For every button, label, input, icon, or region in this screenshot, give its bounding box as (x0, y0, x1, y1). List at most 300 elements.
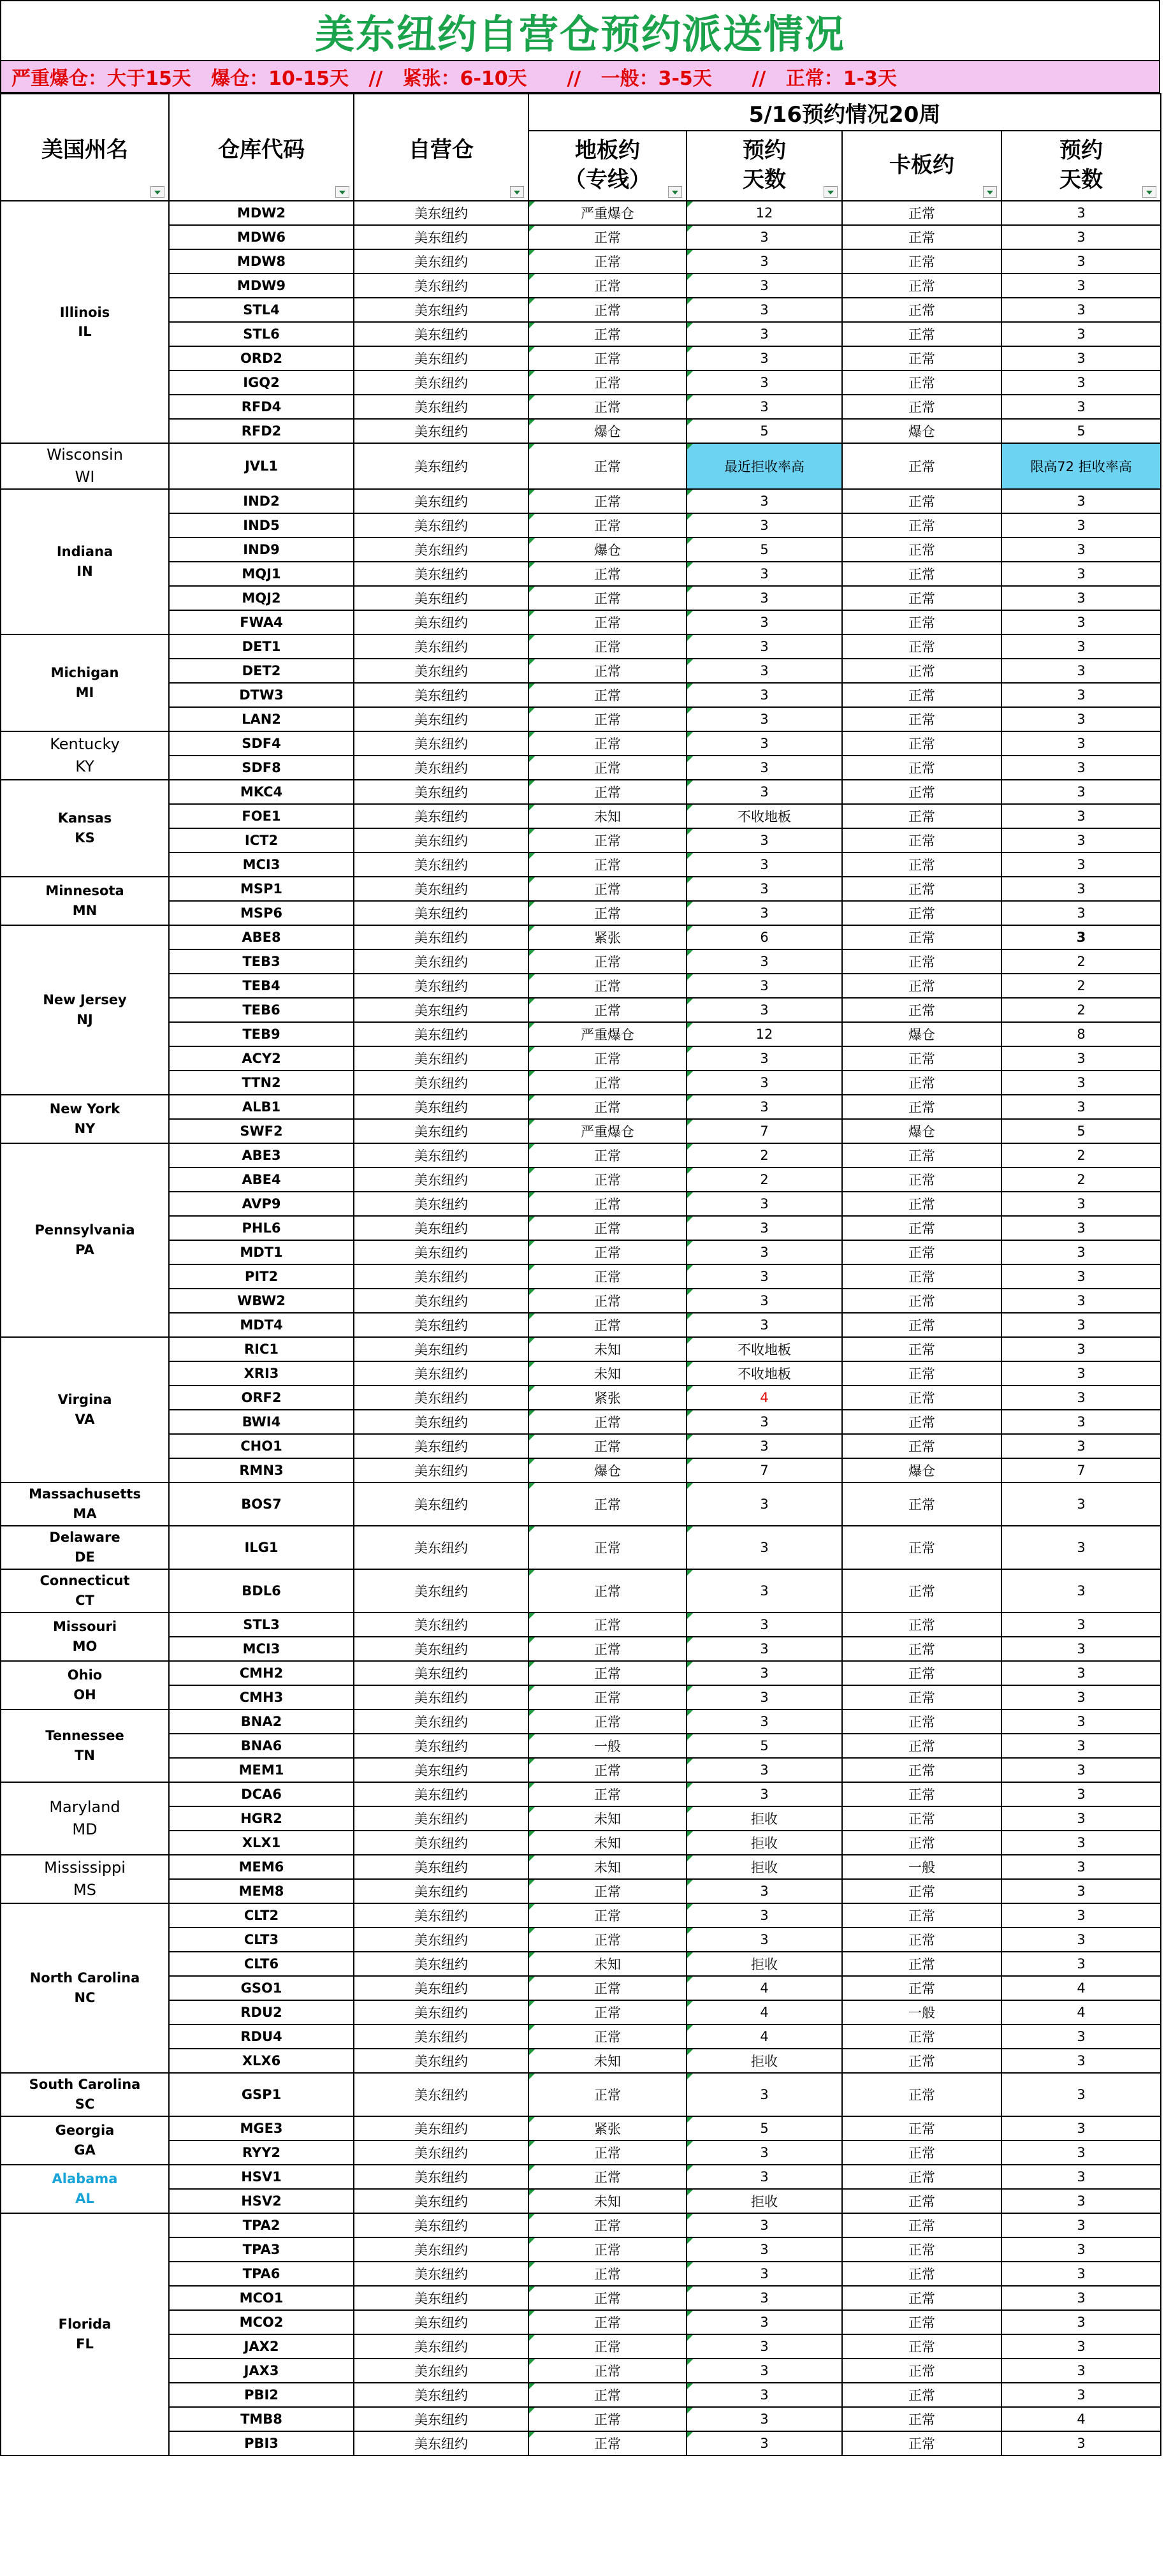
floor-days-cell[interactable]: 3 (687, 1685, 842, 1709)
floor-status-cell[interactable]: 正常 (528, 707, 687, 731)
floor-status-cell[interactable]: 正常 (528, 2334, 687, 2359)
truck-days-cell[interactable]: 3 (1001, 370, 1161, 395)
warehouse-name-cell[interactable]: 美东纽约 (354, 925, 528, 949)
warehouse-code-cell[interactable]: ACY2 (169, 1046, 354, 1071)
truck-status-cell[interactable]: 正常 (842, 1216, 1001, 1240)
state-cell[interactable]: Ohio OH (1, 1661, 169, 1709)
truck-status-cell[interactable]: 正常 (842, 1386, 1001, 1410)
floor-days-cell[interactable]: 3 (687, 489, 842, 513)
floor-days-cell[interactable]: 最近拒收率高 (687, 443, 842, 489)
truck-days-cell[interactable]: 4 (1001, 2407, 1161, 2431)
warehouse-code-cell[interactable]: TMB8 (169, 2407, 354, 2431)
warehouse-name-cell[interactable]: 美东纽约 (354, 1661, 528, 1685)
floor-status-cell[interactable]: 紧张 (528, 925, 687, 949)
warehouse-name-cell[interactable]: 美东纽约 (354, 780, 528, 804)
floor-status-cell[interactable]: 爆仓 (528, 419, 687, 443)
truck-days-cell[interactable]: 3 (1001, 2213, 1161, 2237)
truck-status-cell[interactable]: 正常 (842, 998, 1001, 1022)
warehouse-name-cell[interactable]: 美东纽约 (354, 1046, 528, 1071)
warehouse-code-cell[interactable]: XRI3 (169, 1361, 354, 1386)
warehouse-code-cell[interactable]: FWA4 (169, 610, 354, 634)
floor-status-cell[interactable]: 正常 (528, 828, 687, 853)
warehouse-name-cell[interactable]: 美东纽约 (354, 2237, 528, 2262)
floor-status-cell[interactable]: 正常 (528, 1637, 687, 1661)
floor-days-cell[interactable]: 3 (687, 634, 842, 659)
floor-days-cell[interactable]: 12 (687, 201, 842, 225)
truck-status-cell[interactable]: 正常 (842, 731, 1001, 756)
warehouse-code-cell[interactable]: PIT2 (169, 1264, 354, 1289)
warehouse-code-cell[interactable]: MCO2 (169, 2310, 354, 2334)
truck-status-cell[interactable]: 正常 (842, 756, 1001, 780)
floor-status-cell[interactable]: 正常 (528, 1143, 687, 1167)
warehouse-name-cell[interactable]: 美东纽约 (354, 1095, 528, 1119)
floor-days-cell[interactable]: 3 (687, 1569, 842, 1613)
filter-dropdown-icon[interactable] (668, 186, 682, 198)
truck-status-cell[interactable]: 正常 (842, 1337, 1001, 1361)
truck-status-cell[interactable]: 爆仓 (842, 1458, 1001, 1482)
warehouse-name-cell[interactable]: 美东纽约 (354, 659, 528, 683)
floor-status-cell[interactable]: 未知 (528, 1855, 687, 1879)
truck-status-cell[interactable]: 正常 (842, 1361, 1001, 1386)
floor-status-cell[interactable]: 正常 (528, 1685, 687, 1709)
truck-status-cell[interactable]: 正常 (842, 1046, 1001, 1071)
warehouse-code-cell[interactable]: MQJ1 (169, 562, 354, 586)
floor-status-cell[interactable]: 正常 (528, 1240, 687, 1264)
column-header-warehouse[interactable] (354, 94, 528, 201)
warehouse-name-cell[interactable]: 美东纽约 (354, 2334, 528, 2359)
truck-status-cell[interactable]: 正常 (842, 1167, 1001, 1192)
floor-status-cell[interactable]: 正常 (528, 2262, 687, 2286)
floor-status-cell[interactable]: 爆仓 (528, 1458, 687, 1482)
state-cell[interactable]: Delaware DE (1, 1526, 169, 1569)
floor-days-cell[interactable]: 3 (687, 1613, 842, 1637)
warehouse-name-cell[interactable]: 美东纽约 (354, 2141, 528, 2165)
warehouse-code-cell[interactable]: MCI3 (169, 853, 354, 877)
floor-status-cell[interactable]: 正常 (528, 322, 687, 346)
warehouse-code-cell[interactable]: TEB9 (169, 1022, 354, 1046)
truck-days-cell[interactable]: 3 (1001, 2310, 1161, 2334)
warehouse-code-cell[interactable]: HSV1 (169, 2165, 354, 2189)
warehouse-code-cell[interactable]: IGQ2 (169, 370, 354, 395)
floor-days-cell[interactable]: 3 (687, 249, 842, 274)
truck-status-cell[interactable]: 正常 (842, 2262, 1001, 2286)
floor-days-cell[interactable]: 3 (687, 1879, 842, 1903)
truck-status-cell[interactable]: 正常 (842, 322, 1001, 346)
floor-status-cell[interactable]: 正常 (528, 249, 687, 274)
truck-status-cell[interactable]: 正常 (842, 489, 1001, 513)
warehouse-name-cell[interactable]: 美东纽约 (354, 1119, 528, 1143)
floor-status-cell[interactable]: 严重爆仓 (528, 1022, 687, 1046)
truck-days-cell[interactable]: 8 (1001, 1022, 1161, 1046)
floor-days-cell[interactable]: 3 (687, 1240, 842, 1264)
truck-status-cell[interactable]: 正常 (842, 2073, 1001, 2116)
floor-status-cell[interactable]: 正常 (528, 853, 687, 877)
warehouse-code-cell[interactable]: MSP1 (169, 877, 354, 901)
truck-days-cell[interactable]: 3 (1001, 1313, 1161, 1337)
floor-status-cell[interactable]: 正常 (528, 1782, 687, 1806)
floor-days-cell[interactable]: 3 (687, 2165, 842, 2189)
column-header-state[interactable] (1, 94, 169, 201)
floor-days-cell[interactable]: 3 (687, 1410, 842, 1434)
filter-dropdown-icon[interactable] (150, 186, 164, 198)
warehouse-name-cell[interactable]: 美东纽约 (354, 1613, 528, 1637)
truck-days-cell[interactable]: 3 (1001, 538, 1161, 562)
warehouse-code-cell[interactable]: CLT2 (169, 1903, 354, 1928)
floor-status-cell[interactable]: 正常 (528, 2213, 687, 2237)
state-cell[interactable]: Kansas KS (1, 780, 169, 877)
floor-days-cell[interactable]: 3 (687, 1289, 842, 1313)
floor-status-cell[interactable]: 正常 (528, 1264, 687, 1289)
column-header-floor[interactable] (528, 131, 687, 201)
warehouse-code-cell[interactable]: BWI4 (169, 1410, 354, 1434)
truck-status-cell[interactable]: 正常 (842, 274, 1001, 298)
warehouse-code-cell[interactable]: DET2 (169, 659, 354, 683)
floor-days-cell[interactable]: 3 (687, 1046, 842, 1071)
floor-days-cell[interactable]: 3 (687, 1758, 842, 1782)
warehouse-code-cell[interactable]: CLT6 (169, 1952, 354, 1976)
floor-days-cell[interactable]: 不收地板 (687, 1337, 842, 1361)
truck-status-cell[interactable]: 正常 (842, 853, 1001, 877)
warehouse-code-cell[interactable]: WBW2 (169, 1289, 354, 1313)
warehouse-name-cell[interactable]: 美东纽约 (354, 1709, 528, 1734)
truck-status-cell[interactable]: 正常 (842, 1661, 1001, 1685)
truck-days-cell[interactable]: 3 (1001, 562, 1161, 586)
truck-days-cell[interactable]: 3 (1001, 1192, 1161, 1216)
warehouse-name-cell[interactable]: 美东纽约 (354, 1569, 528, 1613)
warehouse-code-cell[interactable]: CHO1 (169, 1434, 354, 1458)
warehouse-name-cell[interactable]: 美东纽约 (354, 974, 528, 998)
floor-days-cell[interactable]: 3 (687, 2310, 842, 2334)
truck-days-cell[interactable]: 3 (1001, 2383, 1161, 2407)
floor-days-cell[interactable]: 3 (687, 1216, 842, 1240)
truck-status-cell[interactable]: 正常 (842, 2116, 1001, 2141)
floor-status-cell[interactable]: 未知 (528, 804, 687, 828)
truck-days-cell[interactable]: 3 (1001, 1952, 1161, 1976)
truck-status-cell[interactable]: 正常 (842, 1410, 1001, 1434)
truck-days-cell[interactable]: 3 (1001, 925, 1161, 949)
warehouse-code-cell[interactable]: RDU4 (169, 2024, 354, 2049)
truck-days-cell[interactable]: 3 (1001, 610, 1161, 634)
floor-days-cell[interactable]: 3 (687, 2407, 842, 2431)
floor-days-cell[interactable]: 3 (687, 731, 842, 756)
truck-status-cell[interactable]: 正常 (842, 2334, 1001, 2359)
truck-days-cell[interactable]: 3 (1001, 1071, 1161, 1095)
floor-status-cell[interactable]: 未知 (528, 1806, 687, 1831)
truck-status-cell[interactable]: 正常 (842, 2049, 1001, 2073)
truck-days-cell[interactable]: 3 (1001, 489, 1161, 513)
truck-days-cell[interactable]: 3 (1001, 1095, 1161, 1119)
truck-status-cell[interactable]: 正常 (842, 707, 1001, 731)
warehouse-name-cell[interactable]: 美东纽约 (354, 538, 528, 562)
warehouse-name-cell[interactable]: 美东纽约 (354, 2024, 528, 2049)
truck-days-cell[interactable]: 3 (1001, 804, 1161, 828)
warehouse-name-cell[interactable]: 美东纽约 (354, 2262, 528, 2286)
warehouse-code-cell[interactable]: BOS7 (169, 1482, 354, 1526)
warehouse-code-cell[interactable]: RFD4 (169, 395, 354, 419)
warehouse-name-cell[interactable]: 美东纽约 (354, 998, 528, 1022)
warehouse-name-cell[interactable]: 美东纽约 (354, 249, 528, 274)
truck-status-cell[interactable]: 正常 (842, 877, 1001, 901)
warehouse-name-cell[interactable]: 美东纽约 (354, 1410, 528, 1434)
filter-dropdown-icon[interactable] (824, 186, 838, 198)
truck-status-cell[interactable]: 正常 (842, 1071, 1001, 1095)
warehouse-name-cell[interactable]: 美东纽约 (354, 1264, 528, 1289)
warehouse-code-cell[interactable]: HSV2 (169, 2189, 354, 2213)
floor-days-cell[interactable]: 3 (687, 780, 842, 804)
warehouse-name-cell[interactable]: 美东纽约 (354, 1071, 528, 1095)
truck-status-cell[interactable]: 正常 (842, 2213, 1001, 2237)
warehouse-name-cell[interactable]: 美东纽约 (354, 1758, 528, 1782)
warehouse-name-cell[interactable]: 美东纽约 (354, 756, 528, 780)
truck-days-cell[interactable]: 3 (1001, 346, 1161, 370)
truck-days-cell[interactable]: 3 (1001, 1216, 1161, 1240)
state-cell[interactable]: Wisconsin WI (1, 443, 169, 489)
floor-status-cell[interactable]: 正常 (528, 2431, 687, 2455)
warehouse-name-cell[interactable]: 美东纽约 (354, 2359, 528, 2383)
truck-status-cell[interactable]: 正常 (842, 249, 1001, 274)
floor-status-cell[interactable]: 正常 (528, 225, 687, 249)
warehouse-name-cell[interactable]: 美东纽约 (354, 1313, 528, 1337)
truck-days-cell[interactable]: 3 (1001, 1709, 1161, 1734)
warehouse-name-cell[interactable]: 美东纽约 (354, 901, 528, 925)
truck-days-cell[interactable]: 2 (1001, 974, 1161, 998)
warehouse-name-cell[interactable]: 美东纽约 (354, 1482, 528, 1526)
floor-status-cell[interactable]: 正常 (528, 1758, 687, 1782)
floor-days-cell[interactable]: 3 (687, 2262, 842, 2286)
floor-status-cell[interactable]: 正常 (528, 901, 687, 925)
truck-days-cell[interactable]: 3 (1001, 1361, 1161, 1386)
truck-status-cell[interactable]: 正常 (842, 2237, 1001, 2262)
warehouse-code-cell[interactable]: JAX3 (169, 2359, 354, 2383)
truck-status-cell[interactable]: 爆仓 (842, 1119, 1001, 1143)
warehouse-code-cell[interactable]: TEB4 (169, 974, 354, 998)
truck-days-cell[interactable]: 3 (1001, 659, 1161, 683)
floor-status-cell[interactable]: 正常 (528, 998, 687, 1022)
state-cell[interactable]: New York NY (1, 1095, 169, 1143)
state-cell[interactable]: Kentucky KY (1, 731, 169, 780)
floor-status-cell[interactable]: 严重爆仓 (528, 1119, 687, 1143)
warehouse-code-cell[interactable]: TPA6 (169, 2262, 354, 2286)
floor-days-cell[interactable]: 3 (687, 2431, 842, 2455)
warehouse-name-cell[interactable]: 美东纽约 (354, 707, 528, 731)
truck-days-cell[interactable]: 3 (1001, 274, 1161, 298)
floor-days-cell[interactable]: 3 (687, 1709, 842, 1734)
warehouse-code-cell[interactable]: FOE1 (169, 804, 354, 828)
truck-status-cell[interactable]: 正常 (842, 2407, 1001, 2431)
truck-status-cell[interactable]: 正常 (842, 2165, 1001, 2189)
truck-days-cell[interactable]: 3 (1001, 2141, 1161, 2165)
warehouse-name-cell[interactable]: 美东纽约 (354, 1216, 528, 1240)
warehouse-name-cell[interactable]: 美东纽约 (354, 1192, 528, 1216)
warehouse-code-cell[interactable]: ORD2 (169, 346, 354, 370)
warehouse-name-cell[interactable]: 美东纽约 (354, 419, 528, 443)
floor-status-cell[interactable]: 未知 (528, 1952, 687, 1976)
warehouse-name-cell[interactable]: 美东纽约 (354, 274, 528, 298)
warehouse-name-cell[interactable]: 美东纽约 (354, 828, 528, 853)
truck-days-cell[interactable]: 3 (1001, 1613, 1161, 1637)
floor-days-cell[interactable]: 拒收 (687, 1855, 842, 1879)
state-cell[interactable]: Missouri MO (1, 1613, 169, 1661)
floor-days-cell[interactable]: 3 (687, 853, 842, 877)
warehouse-code-cell[interactable]: MCO1 (169, 2286, 354, 2310)
floor-days-cell[interactable]: 3 (687, 1071, 842, 1095)
truck-days-cell[interactable]: 3 (1001, 1855, 1161, 1879)
floor-status-cell[interactable]: 正常 (528, 949, 687, 974)
floor-status-cell[interactable]: 正常 (528, 2000, 687, 2024)
floor-status-cell[interactable]: 正常 (528, 2141, 687, 2165)
floor-status-cell[interactable]: 正常 (528, 1192, 687, 1216)
warehouse-name-cell[interactable]: 美东纽约 (354, 1831, 528, 1855)
truck-days-cell[interactable]: 2 (1001, 998, 1161, 1022)
floor-days-cell[interactable]: 拒收 (687, 2049, 842, 2073)
state-cell[interactable]: Virgina VA (1, 1337, 169, 1482)
floor-status-cell[interactable]: 未知 (528, 1831, 687, 1855)
truck-status-cell[interactable]: 正常 (842, 370, 1001, 395)
warehouse-code-cell[interactable]: STL3 (169, 1613, 354, 1637)
truck-days-cell[interactable]: 3 (1001, 2024, 1161, 2049)
floor-status-cell[interactable]: 正常 (528, 1613, 687, 1637)
floor-days-cell[interactable]: 12 (687, 1022, 842, 1046)
truck-days-cell[interactable]: 3 (1001, 1046, 1161, 1071)
truck-days-cell[interactable]: 3 (1001, 2073, 1161, 2116)
truck-status-cell[interactable]: 正常 (842, 1434, 1001, 1458)
warehouse-code-cell[interactable]: ALB1 (169, 1095, 354, 1119)
truck-status-cell[interactable]: 正常 (842, 395, 1001, 419)
floor-days-cell[interactable]: 3 (687, 1928, 842, 1952)
warehouse-code-cell[interactable]: MQJ2 (169, 586, 354, 610)
truck-status-cell[interactable]: 一般 (842, 1855, 1001, 1879)
floor-days-cell[interactable]: 7 (687, 1119, 842, 1143)
filter-dropdown-icon[interactable] (510, 186, 524, 198)
floor-status-cell[interactable]: 正常 (528, 683, 687, 707)
truck-days-cell[interactable]: 3 (1001, 1637, 1161, 1661)
truck-days-cell[interactable]: 7 (1001, 1458, 1161, 1482)
truck-status-cell[interactable]: 正常 (842, 2024, 1001, 2049)
floor-status-cell[interactable]: 正常 (528, 1046, 687, 1071)
truck-days-cell[interactable]: 3 (1001, 877, 1161, 901)
truck-days-cell[interactable]: 3 (1001, 1806, 1161, 1831)
state-cell[interactable]: Alabama AL (1, 2165, 169, 2213)
truck-status-cell[interactable]: 正常 (842, 1758, 1001, 1782)
floor-days-cell[interactable]: 2 (687, 1143, 842, 1167)
truck-days-cell[interactable]: 3 (1001, 2286, 1161, 2310)
warehouse-name-cell[interactable]: 美东纽约 (354, 489, 528, 513)
floor-days-cell[interactable]: 3 (687, 610, 842, 634)
warehouse-name-cell[interactable]: 美东纽约 (354, 804, 528, 828)
truck-days-cell[interactable]: 3 (1001, 1434, 1161, 1458)
truck-days-cell[interactable]: 2 (1001, 949, 1161, 974)
truck-status-cell[interactable]: 正常 (842, 1313, 1001, 1337)
floor-days-cell[interactable]: 3 (687, 1482, 842, 1526)
warehouse-name-cell[interactable]: 美东纽约 (354, 1952, 528, 1976)
warehouse-code-cell[interactable]: RIC1 (169, 1337, 354, 1361)
warehouse-code-cell[interactable]: MDW6 (169, 225, 354, 249)
truck-status-cell[interactable]: 正常 (842, 1613, 1001, 1637)
warehouse-name-cell[interactable]: 美东纽约 (354, 1458, 528, 1482)
truck-days-cell[interactable]: 3 (1001, 1879, 1161, 1903)
warehouse-name-cell[interactable]: 美东纽约 (354, 1879, 528, 1903)
floor-status-cell[interactable]: 正常 (528, 1095, 687, 1119)
truck-status-cell[interactable]: 正常 (842, 2189, 1001, 2213)
floor-status-cell[interactable]: 正常 (528, 2310, 687, 2334)
truck-days-cell[interactable]: 3 (1001, 1337, 1161, 1361)
warehouse-name-cell[interactable]: 美东纽约 (354, 634, 528, 659)
filter-dropdown-icon[interactable] (983, 186, 997, 198)
floor-status-cell[interactable]: 正常 (528, 1216, 687, 1240)
truck-days-cell[interactable]: 3 (1001, 1928, 1161, 1952)
floor-days-cell[interactable]: 3 (687, 370, 842, 395)
warehouse-name-cell[interactable]: 美东纽约 (354, 346, 528, 370)
warehouse-code-cell[interactable]: ABE3 (169, 1143, 354, 1167)
warehouse-code-cell[interactable]: TPA3 (169, 2237, 354, 2262)
floor-days-cell[interactable]: 3 (687, 756, 842, 780)
warehouse-code-cell[interactable]: IND5 (169, 513, 354, 538)
floor-status-cell[interactable]: 爆仓 (528, 538, 687, 562)
floor-days-cell[interactable]: 3 (687, 2334, 842, 2359)
floor-status-cell[interactable]: 正常 (528, 1167, 687, 1192)
truck-status-cell[interactable]: 正常 (842, 1879, 1001, 1903)
floor-days-cell[interactable]: 3 (687, 1264, 842, 1289)
warehouse-code-cell[interactable]: IND2 (169, 489, 354, 513)
floor-status-cell[interactable]: 正常 (528, 489, 687, 513)
floor-days-cell[interactable]: 3 (687, 901, 842, 925)
warehouse-code-cell[interactable]: ICT2 (169, 828, 354, 853)
floor-status-cell[interactable]: 正常 (528, 780, 687, 804)
floor-status-cell[interactable]: 正常 (528, 395, 687, 419)
state-cell[interactable]: Mississippi MS (1, 1855, 169, 1903)
truck-status-cell[interactable]: 正常 (842, 804, 1001, 828)
truck-days-cell[interactable]: 3 (1001, 201, 1161, 225)
warehouse-code-cell[interactable]: RMN3 (169, 1458, 354, 1482)
warehouse-name-cell[interactable]: 美东纽约 (354, 395, 528, 419)
floor-status-cell[interactable]: 正常 (528, 2286, 687, 2310)
truck-days-cell[interactable]: 3 (1001, 1482, 1161, 1526)
warehouse-code-cell[interactable]: DCA6 (169, 1782, 354, 1806)
warehouse-code-cell[interactable]: DET1 (169, 634, 354, 659)
floor-days-cell[interactable]: 拒收 (687, 1952, 842, 1976)
warehouse-code-cell[interactable]: TEB3 (169, 949, 354, 974)
floor-days-cell[interactable]: 4 (687, 2024, 842, 2049)
truck-days-cell[interactable]: 3 (1001, 298, 1161, 322)
warehouse-code-cell[interactable]: GSP1 (169, 2073, 354, 2116)
truck-status-cell[interactable]: 正常 (842, 1192, 1001, 1216)
floor-days-cell[interactable]: 3 (687, 2359, 842, 2383)
floor-status-cell[interactable]: 正常 (528, 731, 687, 756)
floor-days-cell[interactable]: 不收地板 (687, 1361, 842, 1386)
floor-days-cell[interactable]: 3 (687, 683, 842, 707)
warehouse-name-cell[interactable]: 美东纽约 (354, 2165, 528, 2189)
state-cell[interactable]: Georgia GA (1, 2116, 169, 2165)
state-cell[interactable]: Michigan MI (1, 634, 169, 731)
floor-status-cell[interactable]: 正常 (528, 1071, 687, 1095)
warehouse-code-cell[interactable]: STL4 (169, 298, 354, 322)
truck-days-cell[interactable]: 3 (1001, 1685, 1161, 1709)
warehouse-name-cell[interactable]: 美东纽约 (354, 1361, 528, 1386)
floor-days-cell[interactable]: 不收地板 (687, 804, 842, 828)
floor-days-cell[interactable]: 3 (687, 659, 842, 683)
warehouse-code-cell[interactable]: MDT1 (169, 1240, 354, 1264)
warehouse-code-cell[interactable]: RFD2 (169, 419, 354, 443)
state-cell[interactable]: Florida FL (1, 2213, 169, 2455)
truck-days-cell[interactable]: 3 (1001, 2262, 1161, 2286)
truck-status-cell[interactable]: 正常 (842, 1143, 1001, 1167)
floor-days-cell[interactable]: 7 (687, 1458, 842, 1482)
warehouse-name-cell[interactable]: 美东纽约 (354, 1806, 528, 1831)
truck-days-cell[interactable]: 3 (1001, 1569, 1161, 1613)
warehouse-name-cell[interactable]: 美东纽约 (354, 443, 528, 489)
warehouse-code-cell[interactable]: MEM8 (169, 1879, 354, 1903)
truck-status-cell[interactable]: 正常 (842, 780, 1001, 804)
